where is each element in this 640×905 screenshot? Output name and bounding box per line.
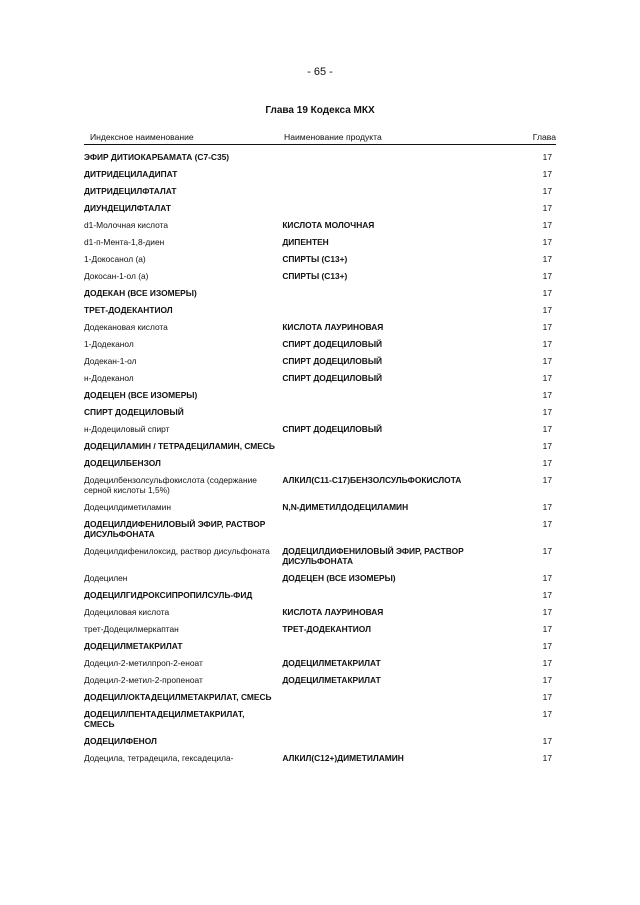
- chapter-cell: 17: [542, 373, 552, 383]
- chapter-cell: 17: [542, 753, 552, 763]
- table-body: [84, 149, 556, 767]
- product-name-cell: КИСЛОТА МОЛОЧНАЯ: [282, 220, 375, 230]
- product-name-cell: КИСЛОТА ЛАУРИНОВАЯ: [282, 322, 384, 332]
- index-name-cell: н-Додециловый спирт: [84, 424, 170, 434]
- chapter-cell: 17: [542, 519, 552, 529]
- chapter-cell: 17: [542, 186, 552, 196]
- index-name-cell: 1-Докосанол (а): [84, 254, 146, 264]
- index-name-cell: Додециловая кислота: [84, 607, 170, 617]
- table-row: [84, 570, 556, 587]
- index-name-cell: ДИТРИДЕЦИЛАДИПАТ: [84, 169, 178, 179]
- table-row: [84, 251, 556, 268]
- chapter-cell: 17: [542, 546, 552, 556]
- index-name-cell: 1-Додеканол: [84, 339, 134, 349]
- header-product-name: Наименование продукта: [284, 132, 382, 142]
- header-index-name: Индексное наименование: [90, 132, 194, 142]
- index-name-cell: Додецилдифенилоксид, раствор дисульфоната: [84, 546, 270, 556]
- index-name-cell: ДИТРИДЕЦИЛФТАЛАТ: [84, 186, 177, 196]
- index-table: [84, 132, 556, 767]
- product-name-cell: КИСЛОТА ЛАУРИНОВАЯ: [282, 607, 384, 617]
- chapter-cell: 17: [542, 624, 552, 634]
- chapter-cell: 17: [542, 356, 552, 366]
- chapter-cell: 17: [542, 169, 552, 179]
- chapter-cell: 17: [542, 407, 552, 417]
- product-name-cell: ДОДЕЦИЛДИФЕНИЛОВЫЙ ЭФИР, РАСТВОР ДИСУЛЬФОНАТА: [282, 546, 464, 566]
- product-name-cell: N,N-ДИМЕТИЛДОДЕЦИЛАМИН: [282, 502, 409, 512]
- chapter-cell: 17: [542, 692, 552, 702]
- chapter-cell: 17: [542, 502, 552, 512]
- index-name-cell: ДОДЕЦИЛМЕТАКРИЛАТ: [84, 641, 183, 651]
- table-row: [84, 336, 556, 353]
- chapter-cell: 17: [542, 641, 552, 651]
- table-row: [84, 750, 556, 767]
- chapter-cell: 17: [542, 339, 552, 349]
- table-header: [84, 132, 556, 145]
- index-name-cell: ДОДЕЦИЛФЕНОЛ: [84, 736, 157, 746]
- chapter-cell: 17: [542, 288, 552, 298]
- product-name-cell: ДОДЕЦИЛМЕТАКРИЛАТ: [282, 675, 381, 685]
- index-name-cell: Додецилдиметиламин: [84, 502, 171, 512]
- table-row: [84, 302, 556, 319]
- index-name-cell: ДОДЕЦИЛГИДРОКСИПРОПИЛСУЛЬ-ФИД: [84, 590, 253, 600]
- page-number: - 65 -: [307, 66, 333, 78]
- chapter-cell: 17: [542, 573, 552, 583]
- index-name-cell: Додекановая кислота: [84, 322, 168, 332]
- chapter-cell: 17: [542, 271, 552, 281]
- product-name-cell: СПИРТ ДОДЕЦИЛОВЫЙ: [282, 339, 383, 349]
- index-name-cell: ДОДЕЦИЛБЕНЗОЛ: [84, 458, 161, 468]
- index-name-cell: Додецил-2-метил-2-пропеноат: [84, 675, 203, 685]
- table-row: [84, 285, 556, 302]
- table-row: [84, 499, 556, 516]
- table-row: [84, 438, 556, 455]
- chapter-cell: 17: [542, 590, 552, 600]
- index-name-cell: ДОДЕЦИЛ/ОКТАДЕЦИЛМЕТАКРИЛАТ, СМЕСЬ: [84, 692, 272, 702]
- table-row: [84, 638, 556, 655]
- product-name-cell: АЛКИЛ(С12+)ДИМЕТИЛАМИН: [282, 753, 404, 763]
- index-name-cell: Додецилбензолсульфокислота (содержание серной кислоты 1,5%): [84, 475, 257, 495]
- product-name-cell: СПИРТЫ (С13+): [282, 254, 348, 264]
- table-row: [84, 319, 556, 336]
- chapter-cell: 17: [542, 254, 552, 264]
- index-name-cell: ДОДЕКАН (ВСЕ ИЗОМЕРЫ): [84, 288, 197, 298]
- index-name-cell: ДОДЕЦИЛ/ПЕНТАДЕЦИЛМЕТАКРИЛАТ, СМЕСЬ: [84, 709, 245, 729]
- chapter-cell: 17: [542, 203, 552, 213]
- table-row: [84, 733, 556, 750]
- index-name-cell: ТРЕТ-ДОДЕКАНТИОЛ: [84, 305, 173, 315]
- chapter-cell: 17: [542, 475, 552, 485]
- index-name-cell: Додецилен: [84, 573, 128, 583]
- table-row: [84, 455, 556, 472]
- table-row: [84, 200, 556, 217]
- table-row: [84, 353, 556, 370]
- chapter-cell: 17: [542, 424, 552, 434]
- chapter-cell: 17: [542, 152, 552, 162]
- index-name-cell: ДИУНДЕЦИЛФТАЛАТ: [84, 203, 171, 213]
- chapter-cell: 17: [542, 607, 552, 617]
- table-row: [84, 516, 556, 543]
- chapter-cell: 17: [542, 736, 552, 746]
- chapter-cell: 17: [542, 305, 552, 315]
- table-row: [84, 421, 556, 438]
- table-row: [84, 149, 556, 166]
- table-row: [84, 621, 556, 638]
- chapter-cell: 17: [542, 220, 552, 230]
- product-name-cell: ДОДЕЦИЛМЕТАКРИЛАТ: [282, 658, 381, 668]
- chapter-cell: 17: [542, 322, 552, 332]
- table-row: [84, 655, 556, 672]
- table-row: [84, 166, 556, 183]
- index-name-cell: Докосан-1-ол (а): [84, 271, 149, 281]
- product-name-cell: СПИРТ ДОДЕЦИЛОВЫЙ: [282, 356, 383, 366]
- chapter-cell: 17: [542, 458, 552, 468]
- index-name-cell: ДОДЕЦИЛДИФЕНИЛОВЫЙ ЭФИР, РАСТВОР ДИСУЛЬФОНАТА: [84, 519, 266, 539]
- index-name-cell: d1-Молочная кислота: [84, 220, 168, 230]
- table-row: [84, 672, 556, 689]
- chapter-cell: 17: [542, 390, 552, 400]
- index-name-cell: d1-п-Мента-1,8-диен: [84, 237, 165, 247]
- index-name-cell: ДОДЕЦИЛАМИН / ТЕТРАДЕЦИЛАМИН, СМЕСЬ: [84, 441, 275, 451]
- table-row: [84, 604, 556, 621]
- chapter-cell: 17: [542, 658, 552, 668]
- chapter-cell: 17: [542, 237, 552, 247]
- index-name-cell: ЭФИР ДИТИОКАРБАМАТА (С7-С35): [84, 152, 230, 162]
- product-name-cell: ТРЕТ-ДОДЕКАНТИОЛ: [282, 624, 371, 634]
- table-row: [84, 217, 556, 234]
- chapter-cell: 17: [542, 675, 552, 685]
- product-name-cell: АЛКИЛ(С11-С17)БЕНЗОЛСУЛЬФОКИСЛОТА: [282, 475, 462, 485]
- table-row: [84, 234, 556, 251]
- index-name-cell: Додецил-2-метилпроп-2-еноат: [84, 658, 203, 668]
- index-name-cell: Додецила, тетрадецила, гексадецила-: [84, 753, 234, 763]
- product-name-cell: СПИРТЫ (С13+): [282, 271, 348, 281]
- product-name-cell: СПИРТ ДОДЕЦИЛОВЫЙ: [282, 373, 383, 383]
- table-row: [84, 706, 556, 733]
- table-row: [84, 543, 556, 570]
- index-name-cell: ДОДЕЦЕН (ВСЕ ИЗОМЕРЫ): [84, 390, 198, 400]
- table-row: [84, 689, 556, 706]
- table-row: [84, 472, 556, 499]
- table-row: [84, 404, 556, 421]
- table-row: [84, 268, 556, 285]
- chapter-cell: 17: [542, 709, 552, 719]
- index-name-cell: трет-Додецилмеркаптан: [84, 624, 179, 634]
- chapter-cell: 17: [542, 441, 552, 451]
- product-name-cell: ДОДЕЦЕН (ВСЕ ИЗОМЕРЫ): [282, 573, 396, 583]
- index-name-cell: СПИРТ ДОДЕЦИЛОВЫЙ: [84, 407, 184, 417]
- page-title: Глава 19 Кодекса МКХ: [265, 105, 375, 116]
- product-name-cell: СПИРТ ДОДЕЦИЛОВЫЙ: [282, 424, 383, 434]
- table-row: [84, 183, 556, 200]
- table-row: [84, 587, 556, 604]
- product-name-cell: ДИПЕНТЕН: [282, 237, 329, 247]
- index-name-cell: Додекан-1-ол: [84, 356, 137, 366]
- table-row: [84, 387, 556, 404]
- header-chapter: Глава: [532, 132, 556, 142]
- index-name-cell: н-Додеканол: [84, 373, 134, 383]
- table-row: [84, 370, 556, 387]
